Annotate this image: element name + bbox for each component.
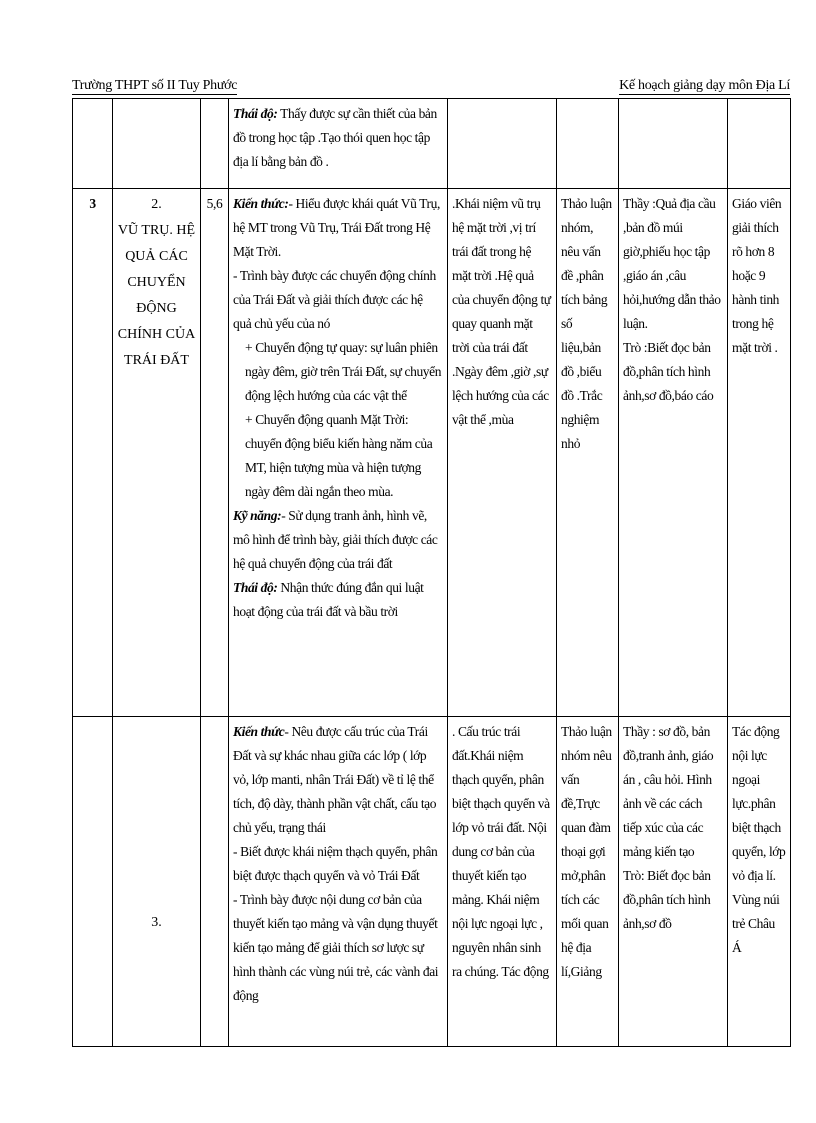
objective-text: - Hiểu được khái quát Vũ Trụ, hệ MT trong Vũ Trụ, Trái Đất trong Hệ Mặt Trời. <box>233 196 440 259</box>
cell-notes: Tác động nội lực ngoại lực.phân biệt thạch quyển, lớp vỏ địa lí. Vùng núi trẻ Châu Á <box>728 717 791 1047</box>
cell-periods <box>201 99 229 189</box>
cell-lesson-title <box>113 189 201 717</box>
objective-text: Nhận thức đúng đắn qui luật hoạt động của trái đất và bầu trời <box>233 580 424 619</box>
cell-periods: 5,6 <box>201 189 229 717</box>
cell-objectives <box>229 717 448 1047</box>
objective-label: Kiến thức: <box>233 196 289 211</box>
objective-label: Kỹ năng: <box>233 508 282 523</box>
cell-method <box>557 99 619 189</box>
materials-teacher: Thầy :Quả địa cầu ,bản đồ múi giờ,phiếu học tập ,giáo án ,câu hỏi,hướng dẫn thảo luận. <box>623 196 721 331</box>
cell-stt: 3 <box>73 189 113 717</box>
cell-lesson-title <box>113 717 201 1047</box>
materials-student: Trò :Biết đọc bản đồ,phân tích hình ảnh,sơ đồ,báo cáo <box>623 340 714 403</box>
objective-paragraph <box>233 888 443 1008</box>
objective-paragraph <box>233 576 443 624</box>
title-line: ĐỘNG <box>136 301 177 316</box>
objective-text: - Trình bày được nội dung cơ bản của thuyết kiến tạo mảng và vận dụng thuyết kiến tạo mảng để giải thích sơ lược sự hình thành các vùng núi trẻ, các vành đai động <box>233 892 439 1003</box>
cell-periods <box>201 717 229 1047</box>
objective-paragraph <box>233 336 443 408</box>
objective-paragraph <box>233 408 443 504</box>
objective-text: - Nêu được cấu trúc của Trái Đất và sự khác nhau giữa các lớp ( lớp vỏ, lớp manti, nhân Trái Đất) về tỉ lệ thể tích, độ dày, thành phần vật chất, cấu tạo chủ yếu, trạng thái <box>233 724 437 835</box>
materials-teacher: Thầy : sơ đồ, bản đồ,tranh ảnh, giáo án , câu hỏi. Hình ảnh về các cách tiếp xúc của các mảng kiến tạo <box>623 724 714 859</box>
cell-notes: Giáo viên giải thích rõ hơn 8 hoặc 9 hành tinh trong hệ mặt trời . <box>728 189 791 717</box>
objective-paragraph <box>233 192 443 264</box>
header-plan-title: Kế hoạch giảng dạy môn Địa Lí <box>619 78 790 93</box>
header-school-name: Trường THPT số II Tuy Phước <box>72 78 238 93</box>
materials-student: Trò: Biết đọc bản đồ,phân tích hình ảnh,sơ đồ <box>623 868 711 931</box>
objective-paragraph <box>233 102 443 174</box>
cell-materials <box>619 189 728 717</box>
objective-text: - Sử dụng tranh ảnh, hình vẽ, mô hình để trình bày, giải thích được các hệ quả chuyển động của trái đất <box>233 508 438 571</box>
objective-paragraph <box>233 720 443 840</box>
title-line: QUẢ CÁC <box>125 249 188 264</box>
cell-materials <box>619 717 728 1047</box>
cell-knowledge: . Cấu trúc trái đất.Khái niệm thạch quyển, phân biệt thạch quyển và lớp vỏ trái đất. Nội dung cơ bản của thuyết kiến tạo mảng. Khái niệm nội lực ngoại lực , nguyên nhân sinh ra chúng. Tác động <box>448 717 557 1047</box>
objective-label: Thái độ: <box>233 580 278 595</box>
table-row <box>73 717 791 1047</box>
title-line: CHUYỂN <box>127 275 186 290</box>
title-line: TRÁI ĐẤT <box>124 353 189 368</box>
cell-stt <box>73 99 113 189</box>
objective-text: + Chuyển động quanh Mặt Trời: chuyển động biểu kiến hàng năm của MT, hiện tượng mùa và hiện tượng ngày đêm dài ngắn theo mùa. <box>245 412 433 499</box>
cell-notes <box>728 99 791 189</box>
objective-paragraph <box>233 264 443 336</box>
cell-stt <box>73 717 113 1047</box>
title-line: 3. <box>151 915 162 930</box>
objective-text: - Biết được khái niệm thạch quyển, phân biệt được thạch quyển và vỏ Trái Đất <box>233 844 438 883</box>
title-line: 2. <box>151 197 162 212</box>
lesson-plan-table <box>72 98 791 1047</box>
cell-objectives <box>229 189 448 717</box>
table-row <box>73 189 791 717</box>
objective-paragraph <box>233 504 443 576</box>
objective-label: Thái độ: <box>233 106 278 121</box>
objective-text: Thấy được sự cần thiết của bản đồ trong học tập .Tạo thói quen học tập địa lí bằng bản đồ . <box>233 106 437 169</box>
cell-method: Thảo luận nhóm nêu vấn đề,Trực quan đàm thoại gợi mở,phân tích các mối quan hệ địa lí,Giảng <box>557 717 619 1047</box>
title-line: VŨ TRỤ. HỆ <box>117 223 196 238</box>
cell-knowledge: .Khái niệm vũ trụ hệ mặt trời ,vị trí trái đất trong hệ mặt trời .Hệ quả của chuyển động tự quay quanh mặt trời của trái đất .Ngày đêm ,giờ ,sự lệch hướng của các vật thể ,mùa <box>448 189 557 717</box>
objective-paragraph <box>233 840 443 888</box>
cell-materials <box>619 99 728 189</box>
cell-method: Thảo luận nhóm, nêu vấn đề ,phân tích bảng số liệu,bản đồ ,biểu đồ .Trắc nghiệm nhỏ <box>557 189 619 717</box>
objective-text: + Chuyển động tự quay: sự luân phiên ngày đêm, giờ trên Trái Đất, sự chuyển động lệch hướng của các vật thể <box>245 340 442 403</box>
cell-lesson-title <box>113 99 201 189</box>
objective-label: Kiến thức <box>233 724 285 739</box>
cell-knowledge <box>448 99 557 189</box>
table-row <box>73 99 791 189</box>
cell-objectives <box>229 99 448 189</box>
title-line: CHÍNH CỦA <box>117 327 196 342</box>
objective-text: - Trình bày được các chuyển động chính của Trái Đất và giải thích được các hệ quả chủ yếu của nó <box>233 268 436 331</box>
